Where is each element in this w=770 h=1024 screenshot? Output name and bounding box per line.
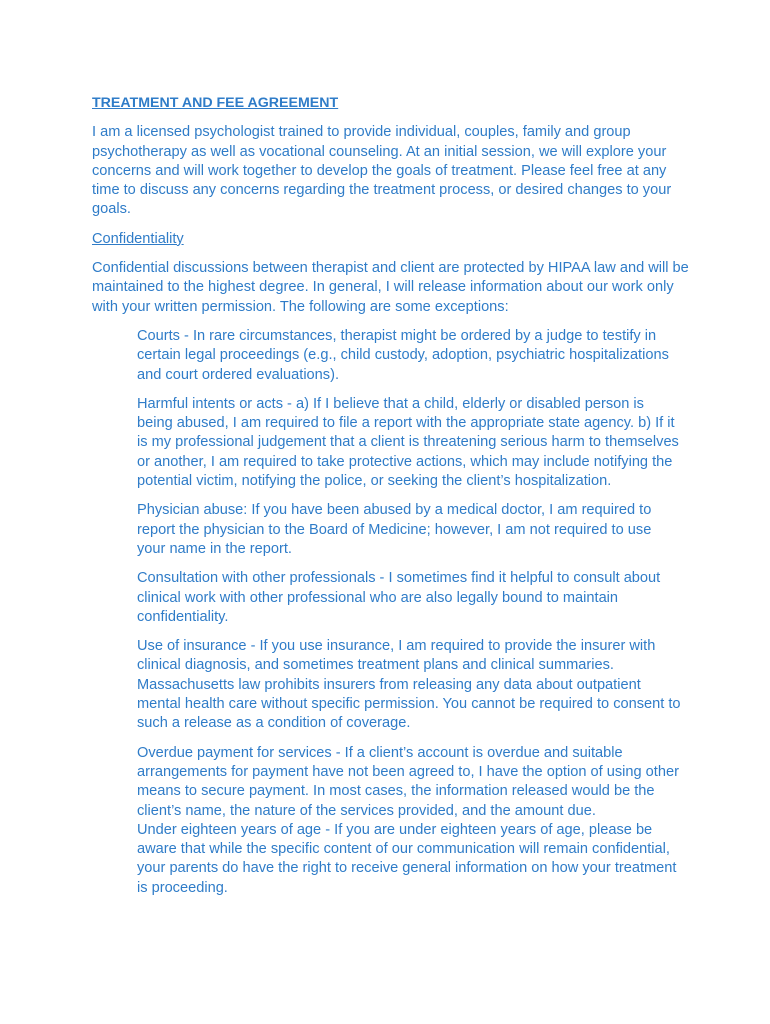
exception-courts: Courts - In rare circumstances, therapist might be ordered by a judge to testify in certain legal proceedings (e.g., child custody, adoption, psychiatric hospitalizations and court ordered evaluations).: [137, 327, 669, 383]
document-title: TREATMENT AND FEE AGREEMENT: [92, 95, 339, 111]
exception-insurance: Use of insurance - If you use insurance, I am required to provide the insurer with clinical diagnosis, and sometimes treatment plans and clinical summaries. Massachusetts law prohibits insurers from releasing any data about outpatient mental health care without specific permission. You cannot be required to consent to such a release as a condition of coverage.: [137, 638, 681, 732]
exception-harmful-intents: Harmful intents or acts - a) If I believe that a child, elderly or disabled person is being abused, I am required to file a report with the appropriate state agency. b) If it is my professional judgement that a client is threatening serious harm to themselves or another, I am required to take protective actions, which may include notifying the potential victim, notifying the police, or seeking the client’s hospitalization.: [137, 395, 679, 490]
confidentiality-intro: Confidential discussions between therapist and client are protected by HIPAA law and will be maintained to the highest degree. In general, I will release information about our work only with your written permission. The following are some exceptions:: [92, 260, 689, 315]
exception-consultation: Consultation with other professionals - I sometimes find it helpful to consult about clinical work with other professional who are also legally bound to maintain confidentiality.: [137, 570, 661, 625]
confidentiality-heading: Confidentiality: [92, 230, 184, 247]
exception-physician-abuse: Physician abuse: If you have been abused by a medical doctor, I am required to report the physician to the Board of Medicine; however, I am not required to use your name in the report.: [137, 502, 652, 557]
document-page: [92, 94, 692, 898]
exception-overdue-payment: Overdue payment for services - If a client’s account is overdue and suitable arrangements for payment have not been agreed to, I have the option of using other means to secure payment. In most cases, the information released would be the client’s name, the nature of the services provided, and the amount due.: [137, 744, 679, 819]
intro-paragraph: I am a licensed psychologist trained to provide individual, couples, family and group psychotherapy as well as vocational counseling. At an initial session, we will explore your concerns and will work together to develop the goals of treatment. Please feel free at any time to discuss any concerns regarding the treatment process, or desired changes to your goals.: [92, 124, 672, 218]
exception-under-eighteen: Under eighteen years of age - If you are under eighteen years of age, please be aware that while the specific content of our communication will remain confidential, your parents do have the right to receive general information on how your treatment is proceeding.: [137, 821, 677, 896]
